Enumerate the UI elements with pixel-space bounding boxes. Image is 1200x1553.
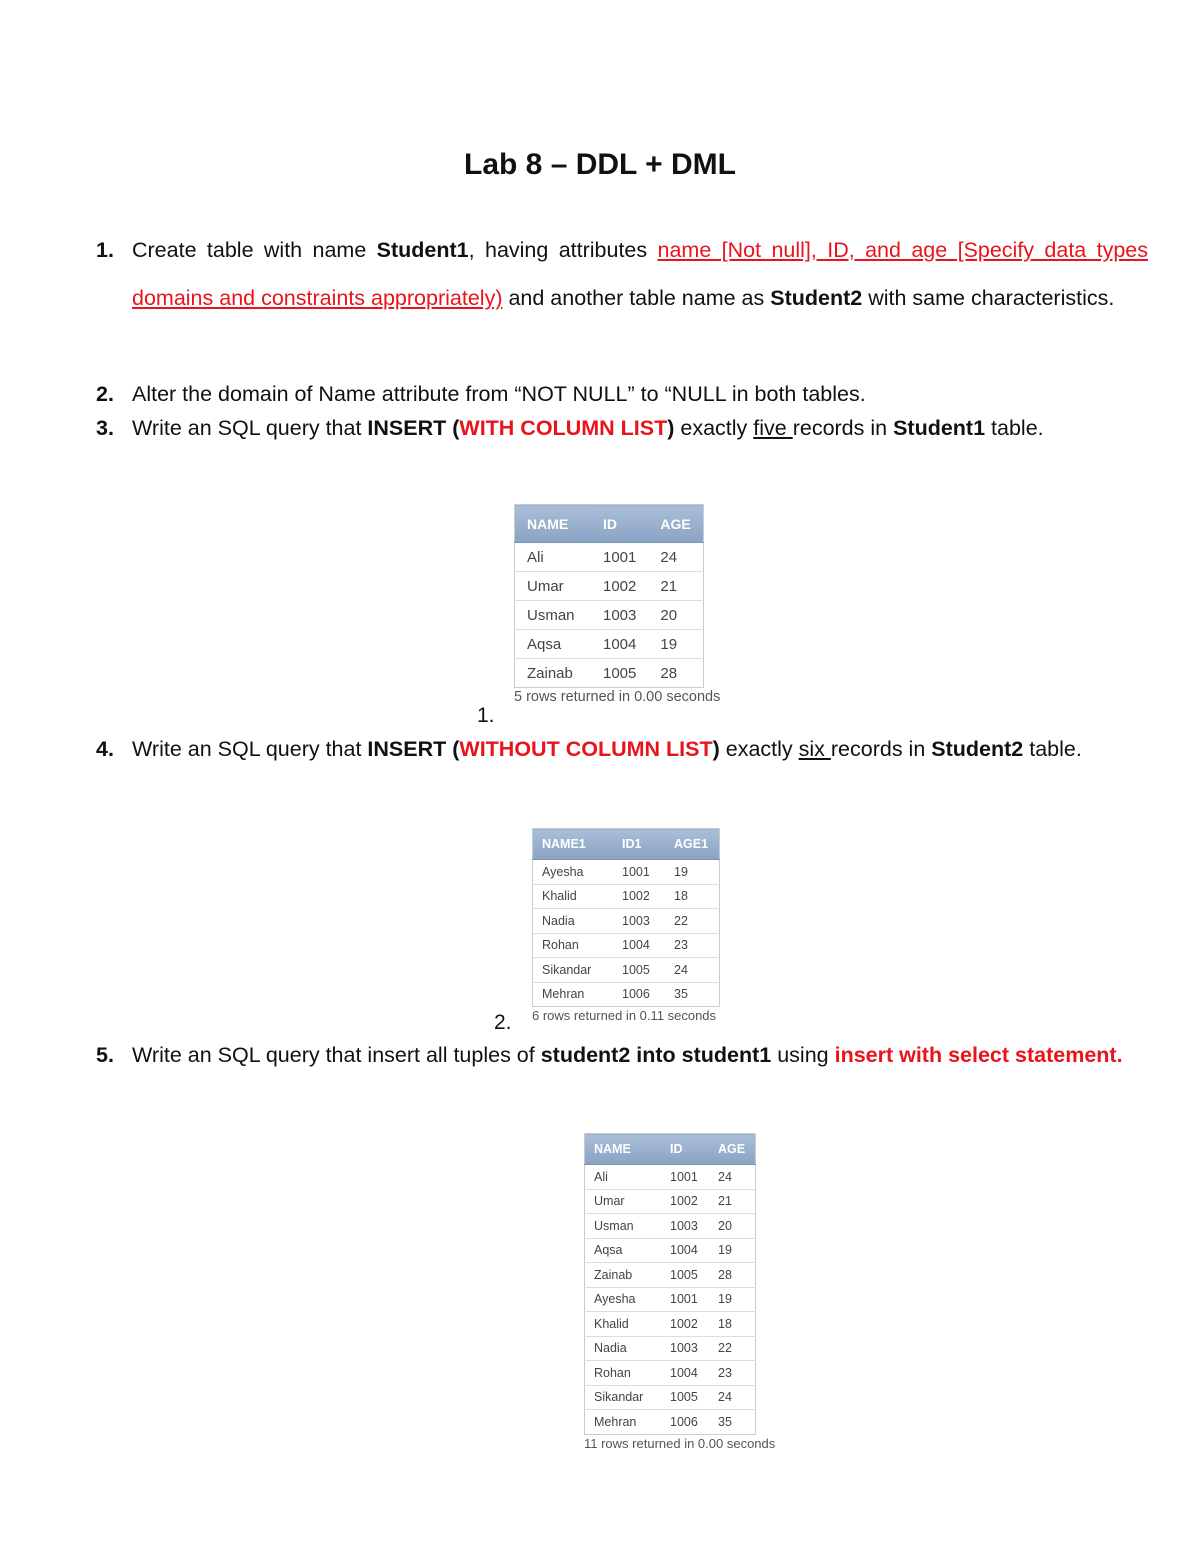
table-row <box>533 958 720 983</box>
table-row <box>585 1385 756 1410</box>
table-cell: Rohan <box>533 933 614 958</box>
table-row <box>515 572 704 601</box>
table-cell: 23 <box>709 1361 756 1386</box>
table-cell: 28 <box>709 1263 756 1288</box>
result-table-combined <box>584 1133 775 1451</box>
column-header: ID1 <box>613 829 665 860</box>
table-cell: 1004 <box>661 1238 709 1263</box>
table-row <box>515 659 704 688</box>
table-row <box>585 1410 756 1435</box>
result-table-student1 <box>514 504 720 705</box>
rows-returned-caption: 5 rows returned in 0.00 seconds <box>514 689 721 705</box>
table-cell: Zainab <box>585 1263 662 1288</box>
table-row <box>515 630 704 659</box>
table-cell: Rohan <box>585 1361 662 1386</box>
column-header: AGE <box>648 505 703 543</box>
table-row <box>533 884 720 909</box>
table-row <box>515 601 704 630</box>
table-cell: 18 <box>709 1312 756 1337</box>
combined-table <box>584 1133 756 1435</box>
table-cell: 1004 <box>591 630 648 659</box>
table-cell: 1002 <box>661 1189 709 1214</box>
column-header: ID <box>591 505 648 543</box>
question-4-number: 4. <box>96 737 114 761</box>
table-cell: 1001 <box>613 860 665 885</box>
table-row <box>585 1165 756 1190</box>
table-cell: 1001 <box>591 543 648 572</box>
table-cell: 21 <box>648 572 703 601</box>
question-1 <box>96 226 1148 322</box>
table-cell: Khalid <box>585 1312 662 1337</box>
figure-2-label: 2. <box>494 1011 512 1034</box>
question-3 <box>96 404 1148 452</box>
table-row <box>515 543 704 572</box>
table-cell: 21 <box>709 1189 756 1214</box>
table-cell: 1006 <box>670 1414 698 1429</box>
column-header: AGE <box>709 1134 756 1165</box>
table-cell: Ayesha <box>533 860 614 885</box>
table-row <box>533 933 720 958</box>
question-5 <box>96 1031 1148 1079</box>
column-header: NAME <box>515 505 592 543</box>
table-row <box>585 1263 756 1288</box>
question-1-requirements: name [Not null], ID, and age [Specify data types domains and constraints appropriately) <box>132 238 1149 310</box>
table-cell: Aqsa <box>515 630 592 659</box>
result-table-student2 <box>532 828 720 1023</box>
question-4-text: Write an SQL query that INSERT (WITHOUT COLUMN LIST) exactly six records in Student2 table. <box>132 737 1082 761</box>
table-cell: 1003 <box>661 1336 709 1361</box>
student2-table <box>532 828 720 1007</box>
question-2-text: Alter the domain of Name attribute from “NOT NULL” to “NULL in both tables. <box>132 382 866 406</box>
table-cell: 24 <box>665 958 720 983</box>
rows-returned-caption: 6 rows returned in 0.11 seconds <box>532 1008 717 1023</box>
table-cell: 1006 <box>622 987 650 1002</box>
table-row <box>585 1214 756 1239</box>
table-cell: 1004 <box>613 933 665 958</box>
table-row <box>585 1361 756 1386</box>
table-cell: 1005 <box>661 1385 709 1410</box>
table-cell: 1002 <box>591 572 648 601</box>
table-row <box>533 860 720 885</box>
table-cell: Khalid <box>533 884 614 909</box>
question-2-number: 2. <box>96 382 114 406</box>
table-cell: 20 <box>709 1214 756 1239</box>
table-cell: Mehran <box>594 1414 637 1429</box>
column-header: NAME <box>585 1134 662 1165</box>
table-cell: Ali <box>515 543 592 572</box>
table-cell: 19 <box>648 630 703 659</box>
table-cell: Usman <box>515 601 592 630</box>
table-cell: 19 <box>709 1287 756 1312</box>
table-cell: Mehran <box>542 987 585 1002</box>
table-cell: 19 <box>665 860 720 885</box>
table-row <box>533 909 720 934</box>
table-cell: 22 <box>709 1336 756 1361</box>
table-row <box>585 1287 756 1312</box>
table-cell: Sikandar <box>585 1385 662 1410</box>
table-cell: 24 <box>648 543 703 572</box>
table-cell: 1001 <box>661 1287 709 1312</box>
question-3-number: 3. <box>96 416 114 440</box>
table-cell: 24 <box>709 1385 756 1410</box>
table-cell: 23 <box>665 933 720 958</box>
student1-table <box>514 504 704 688</box>
table-row <box>533 982 720 1007</box>
table-cell: Umar <box>585 1189 662 1214</box>
table-cell: 1005 <box>661 1263 709 1288</box>
table-cell: 1005 <box>613 958 665 983</box>
table-cell: 19 <box>709 1238 756 1263</box>
table-cell: Usman <box>585 1214 662 1239</box>
table-cell: Aqsa <box>585 1238 662 1263</box>
table-cell: 20 <box>648 601 703 630</box>
table-cell: 1003 <box>613 909 665 934</box>
rows-returned-caption: 11 rows returned in 0.00 seconds <box>584 1435 776 1451</box>
column-header: AGE1 <box>665 829 720 860</box>
table-cell: 1004 <box>661 1361 709 1386</box>
table-cell: Ali <box>585 1165 662 1190</box>
question-3-text: Write an SQL query that INSERT (WITH COLUMN LIST) exactly five records in Student1 table. <box>132 416 1044 440</box>
table-cell: Nadia <box>533 909 614 934</box>
table-cell: Nadia <box>585 1336 662 1361</box>
question-1-number: 1. <box>96 238 114 262</box>
table-row <box>585 1336 756 1361</box>
table-cell: 28 <box>660 664 678 682</box>
question-1-text: Create table with name Student1, having attributes name [Not null], ID, and age [Specify data types domains and constraints appropriately) and another table name as Student2 with same characteristics. <box>132 238 1149 310</box>
column-header: ID <box>661 1134 709 1165</box>
table-cell: Zainab <box>527 664 573 682</box>
table-cell: 1003 <box>591 601 648 630</box>
table-cell: 18 <box>665 884 720 909</box>
question-5-text: Write an SQL query that insert all tuples of student2 into student1 using insert with select statement. <box>132 1043 1123 1067</box>
page-title: Lab 8 – DDL + DML <box>464 148 736 181</box>
table-row <box>585 1238 756 1263</box>
question-4 <box>96 725 1148 773</box>
column-header: NAME1 <box>533 829 614 860</box>
table-cell: 1005 <box>603 664 637 682</box>
table-cell: Ayesha <box>585 1287 662 1312</box>
table-cell: 1002 <box>661 1312 709 1337</box>
table-row <box>585 1189 756 1214</box>
table-cell: 24 <box>709 1165 756 1190</box>
question-5-number: 5. <box>96 1043 114 1067</box>
table-cell: Sikandar <box>533 958 614 983</box>
table-cell: 1003 <box>661 1214 709 1239</box>
table-cell: 35 <box>674 987 688 1002</box>
table-cell: 1002 <box>613 884 665 909</box>
table-cell: 1001 <box>661 1165 709 1190</box>
table-cell: 35 <box>718 1414 732 1429</box>
table-row <box>585 1312 756 1337</box>
figure-1-label: 1. <box>477 704 495 727</box>
table-cell: Umar <box>515 572 592 601</box>
table-cell: 22 <box>665 909 720 934</box>
